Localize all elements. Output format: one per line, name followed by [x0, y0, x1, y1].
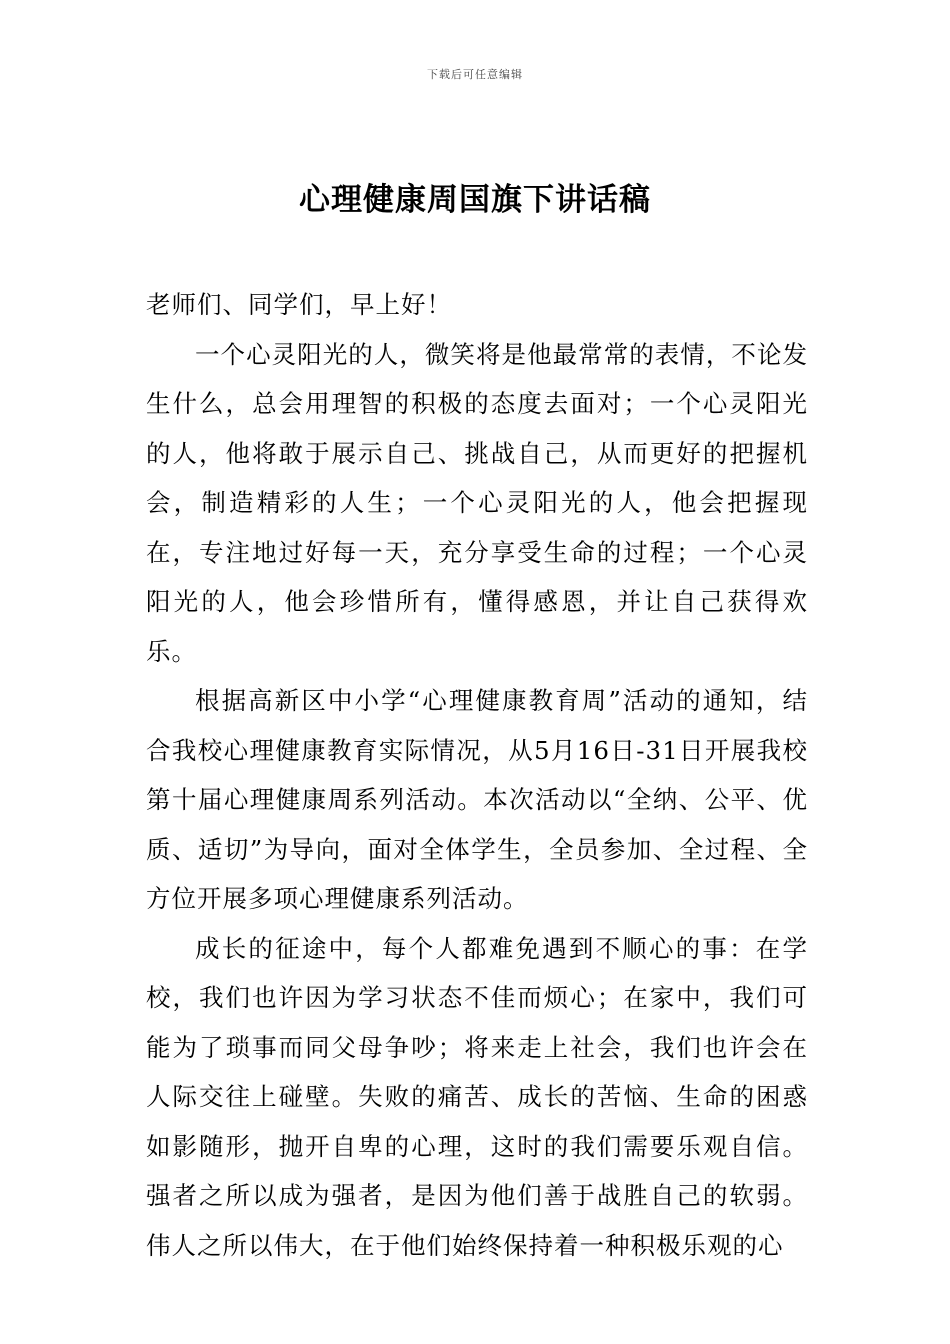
document-body	[146, 280, 808, 1270]
paragraph-2: 根据高新区中小学“心理健康教育周”活动的通知，结合我校心理健康教育实际情况，从5月16日-31日开展我校第十届心理健康周系列活动。本次活动以“全纳、公平、优质、适切”为导向，面对全体学生，全员参加、全过程、全方位开展多项心理健康系列活动。	[146, 686, 808, 913]
paragraph-1: 一个心灵阳光的人，微笑将是他最常常的表情，不论发生什么，总会用理智的积极的态度去面对；一个心灵阳光的人，他将敢于展示自己、挑战自己，从而更好的把握机会，制造精彩的人生；一个心灵阳光的人，他会把握现在，专注地过好每一天，充分享受生命的过程；一个心灵阳光的人，他会珍惜所有，懂得感恩，并让自己获得欢乐。	[146, 339, 808, 666]
document-title: 心理健康周国旗下讲话稿	[299, 182, 651, 218]
header-note: 下载后可任意编辑	[427, 68, 523, 81]
greeting: 老师们、同学们，早上好！	[146, 290, 452, 319]
paragraph-3: 成长的征途中，每个人都难免遇到不顺心的事：在学校，我们也许因为学习状态不佳而烦心；在家中，我们可能为了琐事而同父母争吵；将来走上社会，我们也许会在人际交往上碰壁。失败的痛苦、成长的苦恼、生命的困惑如影随形，抛开自卑的心理，这时的我们需要乐观自信。强者之所以成为强者，是因为他们善于战胜自己的软弱。伟人之所以伟大，在于他们始终保持着一种积极乐观的心	[146, 933, 808, 1260]
